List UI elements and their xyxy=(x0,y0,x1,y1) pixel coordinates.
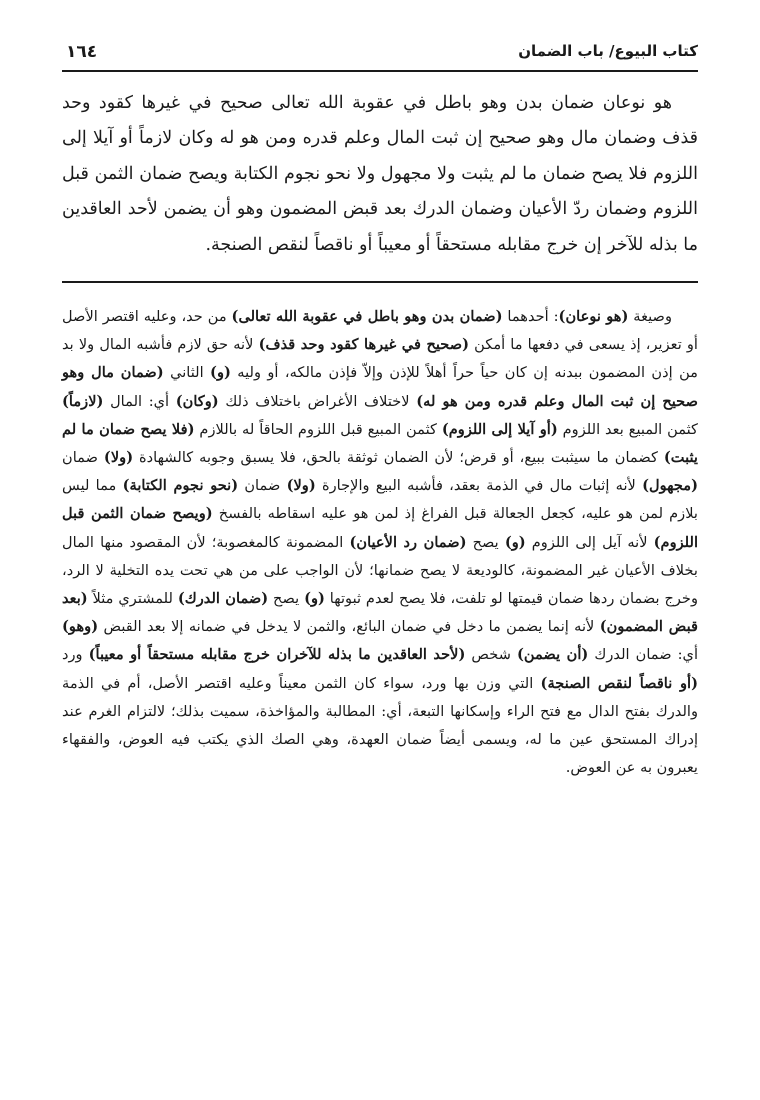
commentary-text: أي: المال xyxy=(103,392,176,410)
commentary-text: شخص xyxy=(465,646,517,664)
commentary-text: لاختلاف الأغراض باختلاف ذلك xyxy=(218,392,417,410)
quoted-matn-phrase: (لأحد العاقدين ما بذله للآخران خرج مقابله مستحقاً أو معيباً) xyxy=(88,646,466,664)
quoted-matn-phrase: (لازماً) xyxy=(62,392,104,410)
commentary-text: يصح xyxy=(268,590,305,608)
header-rule xyxy=(62,70,698,72)
book-page xyxy=(62,28,698,1078)
commentary-paragraph xyxy=(62,303,698,782)
quoted-matn-phrase: (أو آيلا إلى اللزوم) xyxy=(441,420,558,438)
text-divider-rule xyxy=(62,281,698,283)
commentary-text: كثمن المبيع بعد اللزوم xyxy=(557,420,698,438)
commentary-text: لأنه حق لازم فأشبه المال ولا بد من إذن المضمون ببدنه إن كان حياً حراً أهلاً للإذن وإلاّ فإذن مالكه، أو وليه xyxy=(62,336,699,382)
quoted-matn-phrase: (هو نوعان) xyxy=(558,308,629,326)
commentary-text: يصح xyxy=(466,533,505,551)
commentary-text: للمشتري مثلاً xyxy=(87,590,178,608)
commentary-text: مما ليس بلازم لمن هو عليه، كجعل الجعالة قبل الفراغ إذ لمن هو عليه اسقاطه بالفسخ xyxy=(62,477,698,523)
quoted-matn-phrase: (ولا) xyxy=(286,477,316,495)
quoted-matn-phrase: (بعد قبض المضمون) xyxy=(62,590,698,636)
quoted-matn-phrase: (صحيح في غيرها كقود وحد قذف) xyxy=(258,336,470,354)
commentary-text: لأنه آيل إلى اللزوم xyxy=(525,533,654,551)
commentary-text: المضمونة كالمغصوبة؛ لأن المقصود منها المال بخلاف الأعيان غير المضمونة، كالوديعة لا يصح ضمانها؛ لأن الواجب على من هي تحت يده التخلية لا الرد، وخرج بضمان ردها ضمان قيمتها لو تلفت، فلا يصح لعدم ثبوتها xyxy=(62,533,698,608)
quoted-matn-phrase: (و) xyxy=(304,590,325,608)
commentary-text: لأنه إنما يضمن ما دخل في ضمان البائع، والثمن لا يدخل في ضمانه إلا بعد القبض xyxy=(98,618,600,636)
main-text-paragraph: هو نوعان ضمان بدن وهو باطل في عقوبة الله تعالى صحيح في غيرها كقود وحد قذف وضمان مال وهو صحيح إن ثبت المال وعلم قدره ومن هو له وكان لازماً أو آيلا إلى اللزوم فلا يصح ضمان ما لم يثبت ولا مجهول ولا نحو نجوم الكتابة ويصح ضمان الثمن قبل اللزوم وضمان ردّ الأعيان وضمان الدرك بعد قبض المضمون وهو أن يضمن لأحد العاقدين ما بذله للآخر إن خرج مقابله مستحقاً أو معيباً أو ناقصاً لنقص الصنجة. xyxy=(62,93,698,255)
running-title: كتاب البيوع/ باب الضمان xyxy=(518,42,698,60)
running-header xyxy=(62,28,698,72)
quoted-matn-phrase: (أو ناقصاً لنقص الصنجة) xyxy=(540,674,698,692)
commentary-text: التي وزن بها ورد، سواء كان الثمن معيناً وعليه اقتصر الأصل، أم في الذمة والدرك بفتح الدال مع فتح الراء وإسكانها التبعة، أي: المطالبة والمؤاخذة، سميت بذلك؛ لالتزام الغرم عند إدراك المستحق عين ما له، ويسمى أيضاً ضمان العهدة، وهي الصك الذي يكتب فيه العوض، والفقهاء يعبرون به عن العوض. xyxy=(62,674,698,777)
quoted-matn-phrase: (أن يضمن) xyxy=(516,646,589,664)
quoted-matn-phrase: (ضمان الدرك) xyxy=(177,590,269,608)
quoted-matn-phrase: (ويصح ضمان الثمن قبل اللزوم) xyxy=(62,505,698,551)
commentary-text: : أحدهما xyxy=(502,308,559,326)
commentary xyxy=(62,303,698,782)
quoted-matn-phrase: (ضمان رد الأعيان) xyxy=(349,533,467,551)
quoted-matn-phrase: (فلا يصح ضمان ما لم يثبت) xyxy=(62,420,698,467)
main-text xyxy=(62,86,698,263)
commentary-text: من حد، وعليه اقتصر الأصل أو تعزير، إذ يسعى في دفعها ما أمكن xyxy=(62,308,698,354)
commentary-text: لأنه إثبات مال في الذمة بعقد، فأشبه البيع والإجارة xyxy=(315,477,643,495)
page-number: ١٦٤ xyxy=(66,42,98,62)
quoted-matn-phrase: (ضمان بدن وهو باطل في عقوبة الله تعالى) xyxy=(231,308,503,326)
commentary-text: ورد xyxy=(62,646,89,664)
quoted-matn-phrase: (نحو نجوم الكتابة) xyxy=(122,477,239,495)
commentary-text: وصيغة xyxy=(628,308,673,326)
commentary-text: أي: ضمان الدرك xyxy=(588,646,699,664)
quoted-matn-phrase: (و) xyxy=(504,533,526,551)
commentary-text: كضمان ما سيثبت ببيع، أو قرض؛ لأن الضمان ثوثقة بالحق، فلا يسبق وجوبه كالشهادة xyxy=(133,449,664,467)
quoted-matn-phrase: (و) xyxy=(210,364,231,382)
commentary-text: كثمن المبيع قبل اللزوم الحاقاً له باللازم xyxy=(194,420,442,438)
quoted-matn-phrase: (ضمان مال وهو صحيح إن ثبت المال وعلم قدره ومن هو له) xyxy=(62,364,698,410)
commentary-text: ضمان xyxy=(238,477,287,495)
commentary-text: ضمان xyxy=(62,449,104,467)
quoted-matn-phrase: (وكان) xyxy=(175,392,219,410)
commentary-text: الثاني xyxy=(163,364,211,382)
quoted-matn-phrase: (وهو) xyxy=(62,618,99,636)
quoted-matn-phrase: (مجهول) xyxy=(642,477,698,495)
quoted-matn-phrase: (ولا) xyxy=(103,449,134,467)
